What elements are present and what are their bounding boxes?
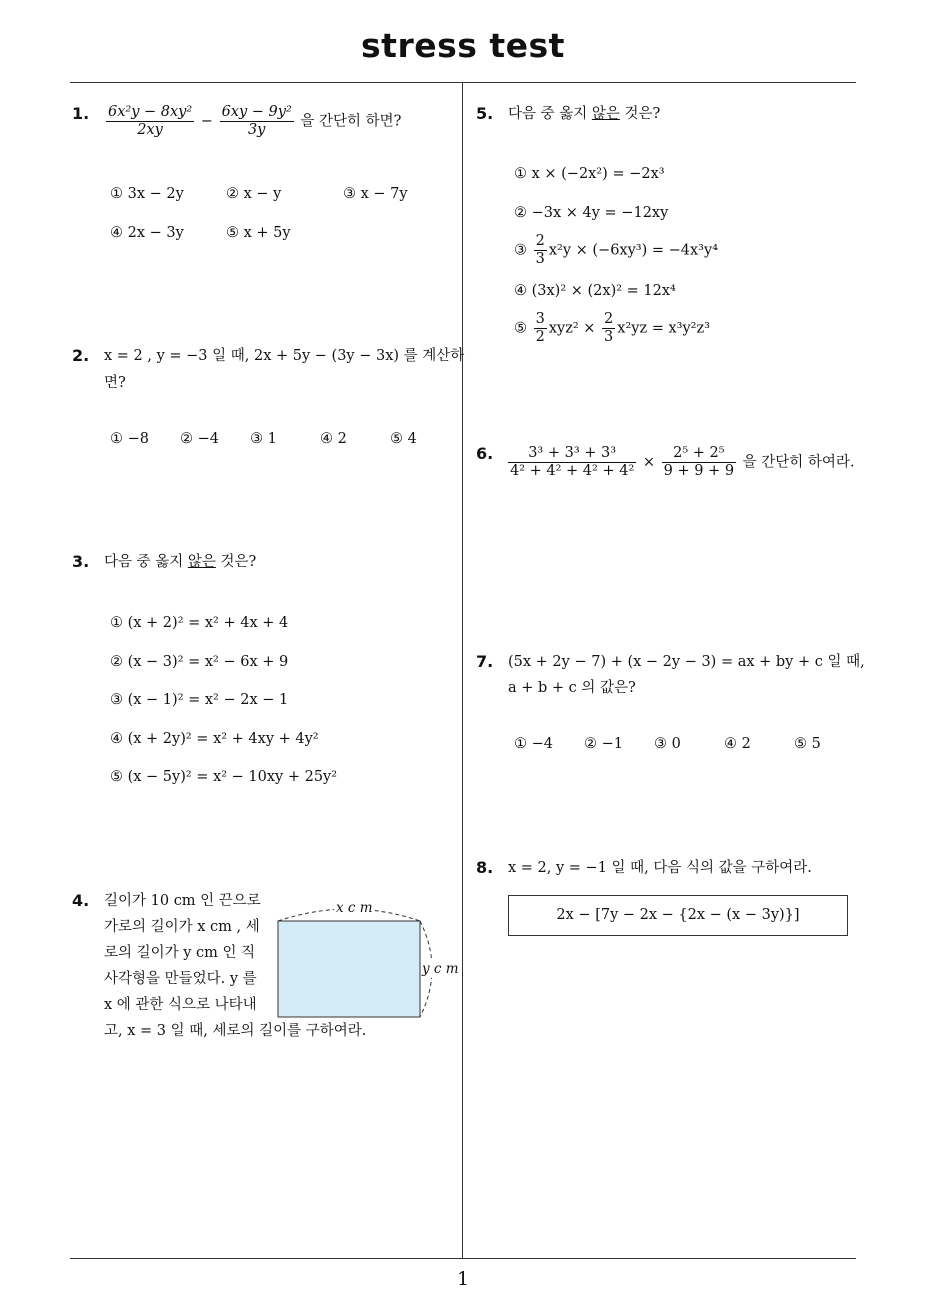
q7-stem-line2: a + b + c 의 값은? (508, 680, 636, 696)
q3-choice-3[interactable]: ③ (x − 1)² = x² − 2x − 1 (110, 692, 289, 708)
q5-choice-5-mark: ⑤ (514, 320, 527, 337)
q6-tail: 을 간단히 하여라. (742, 454, 855, 471)
q5-stem-post: 것은? (619, 106, 661, 122)
q8-stem: x = 2, y = −1 일 때, 다음 식의 값을 구하여라. (508, 860, 812, 876)
q1-number: 1. (72, 104, 90, 123)
q7-choice-3[interactable]: ③ 0 (654, 736, 681, 752)
q5-stem (508, 105, 660, 123)
q7-choice-2[interactable]: ② −1 (584, 736, 623, 752)
q8-number: 8. (476, 858, 494, 877)
q4-rectangle (278, 921, 420, 1017)
q8-expression-box: 2x − [7y − 2x − {2x − (x − 3y)}] (508, 895, 848, 936)
q1-minus: − (200, 113, 213, 130)
q1-stem (104, 104, 401, 139)
q2-choice-5[interactable]: ⑤ 4 (390, 431, 417, 447)
q3-choice-2[interactable]: ② (x − 3)² = x² − 6x + 9 (110, 654, 289, 670)
q4-line-6: 고, x = 3 일 때, 세로의 길이를 구하여라. (104, 1023, 367, 1039)
column-divider (462, 83, 463, 1258)
q7-stem-line1: (5x + 2y − 7) + (x − 2y − 3) = ax + by + c 일 때, (508, 654, 865, 670)
q4-line-1: 길이가 10 cm 인 끈으로 (104, 893, 261, 909)
q1-tail: 을 간단히 하면? (300, 113, 402, 130)
q7-choice-1[interactable]: ① −4 (514, 736, 553, 752)
q6-fraction-2 (662, 445, 736, 480)
q6-fraction-1 (508, 445, 636, 480)
q3-stem-pre: 다음 중 옳지 (104, 554, 188, 570)
bottom-rule (70, 1258, 856, 1259)
q3-choice-1[interactable]: ① (x + 2)² = x² + 4x + 4 (110, 615, 289, 631)
q1-choice-5[interactable]: ⑤ x + 5y (226, 225, 291, 241)
q2-choice-1[interactable]: ① −8 (110, 431, 149, 447)
q1-fraction-2 (220, 104, 294, 139)
q2-choice-3[interactable]: ③ 1 (250, 431, 277, 447)
q5-stem-pre: 다음 중 옳지 (508, 106, 592, 122)
q4-number: 4. (72, 891, 90, 910)
q2-number: 2. (72, 346, 90, 365)
q6-number: 6. (476, 444, 494, 463)
q5-choice-5-rest: x²yz = x³y²z³ (617, 320, 710, 337)
q6-times: × (642, 454, 656, 471)
q1-fraction-1 (106, 104, 194, 139)
q5-choice-5-numerator-1: 3 (535, 311, 545, 327)
q1-choice-2[interactable]: ② x − y (226, 186, 282, 202)
q1-frac1-numerator: 6x²y − 8xy² (108, 104, 193, 120)
q4-line-5: x 에 관한 식으로 나타내 (104, 997, 257, 1013)
q5-choice-3-mark: ③ (514, 242, 527, 259)
q4-width-label: x c m (336, 900, 373, 916)
q2-choice-4[interactable]: ④ 2 (320, 431, 347, 447)
q5-choice-5-fraction-2 (602, 311, 615, 346)
page-number: 1 (456, 1268, 470, 1290)
q5-choice-5-numerator-2: 2 (604, 311, 614, 327)
q1-frac1-denominator: 2xy (137, 122, 163, 138)
q7-number: 7. (476, 652, 494, 671)
q5-choice-5-fraction-1 (534, 311, 547, 346)
q7-choice-4[interactable]: ④ 2 (724, 736, 751, 752)
q5-stem-underlined: 않은 (591, 106, 620, 122)
q5-choice-4[interactable]: ④ (3x)² × (2x)² = 12x⁴ (514, 283, 676, 299)
q2-choice-2[interactable]: ② −4 (180, 431, 219, 447)
q5-choice-3-fraction (534, 233, 547, 268)
q6-frac1-numerator: 3³ + 3³ + 3³ (508, 445, 636, 463)
q4-line-2: 가로의 길이가 x cm , 세 (104, 919, 260, 935)
q3-stem-underlined: 않은 (187, 554, 216, 570)
q4-line-3: 로의 길이가 y cm 인 직 (104, 945, 256, 961)
q5-choice-3-numerator: 2 (535, 233, 545, 249)
q1-frac2-denominator: 3y (247, 122, 266, 138)
q5-choice-2[interactable]: ② −3x × 4y = −12xy (514, 205, 669, 221)
q5-choice-5-denominator-2: 3 (604, 329, 614, 345)
top-rule (70, 82, 856, 83)
q2-stem-line1: x = 2 , y = −3 일 때, 2x + 5y − (3y − 3x) 를 계산하 (104, 348, 465, 364)
q5-choice-5-mid: xyz² × (548, 320, 596, 337)
page-title: stress test (361, 26, 565, 65)
q7-choice-5[interactable]: ⑤ 5 (794, 736, 821, 752)
q5-choice-5[interactable] (514, 311, 710, 346)
q3-stem-post: 것은? (215, 554, 257, 570)
q6-frac2-numerator: 2⁵ + 2⁵ (662, 445, 736, 463)
q1-choice-3[interactable]: ③ x − 7y (343, 186, 408, 202)
q5-number: 5. (476, 104, 494, 123)
q3-choice-5[interactable]: ⑤ (x − 5y)² = x² − 10xy + 25y² (110, 769, 338, 785)
q6-frac2-denominator: 9 + 9 + 9 (663, 463, 735, 479)
q3-choice-4[interactable]: ④ (x + 2y)² = x² + 4xy + 4y² (110, 731, 319, 747)
q5-choice-1[interactable]: ① x × (−2x²) = −2x³ (514, 166, 665, 182)
q5-choice-3-denominator: 3 (535, 251, 545, 267)
q1-choice-1[interactable]: ① 3x − 2y (110, 186, 184, 202)
q5-choice-3[interactable] (514, 233, 718, 268)
q5-choice-5-denominator-1: 2 (535, 329, 545, 345)
q3-number: 3. (72, 552, 90, 571)
q1-choice-4[interactable]: ④ 2x − 3y (110, 225, 184, 241)
q1-frac2-numerator: 6xy − 9y² (221, 104, 292, 120)
q2-stem-line2: 면? (104, 375, 126, 391)
q4-line-4: 사각형을 만들었다. y 를 (104, 971, 257, 987)
q5-choice-3-rest: x²y × (−6xy³) = −4x³y⁴ (548, 242, 719, 259)
q6-stem (506, 445, 855, 480)
q4-height-label: y c m (422, 961, 459, 977)
q3-stem (104, 553, 256, 571)
q6-frac1-denominator: 4² + 4² + 4² + 4² (510, 463, 635, 479)
